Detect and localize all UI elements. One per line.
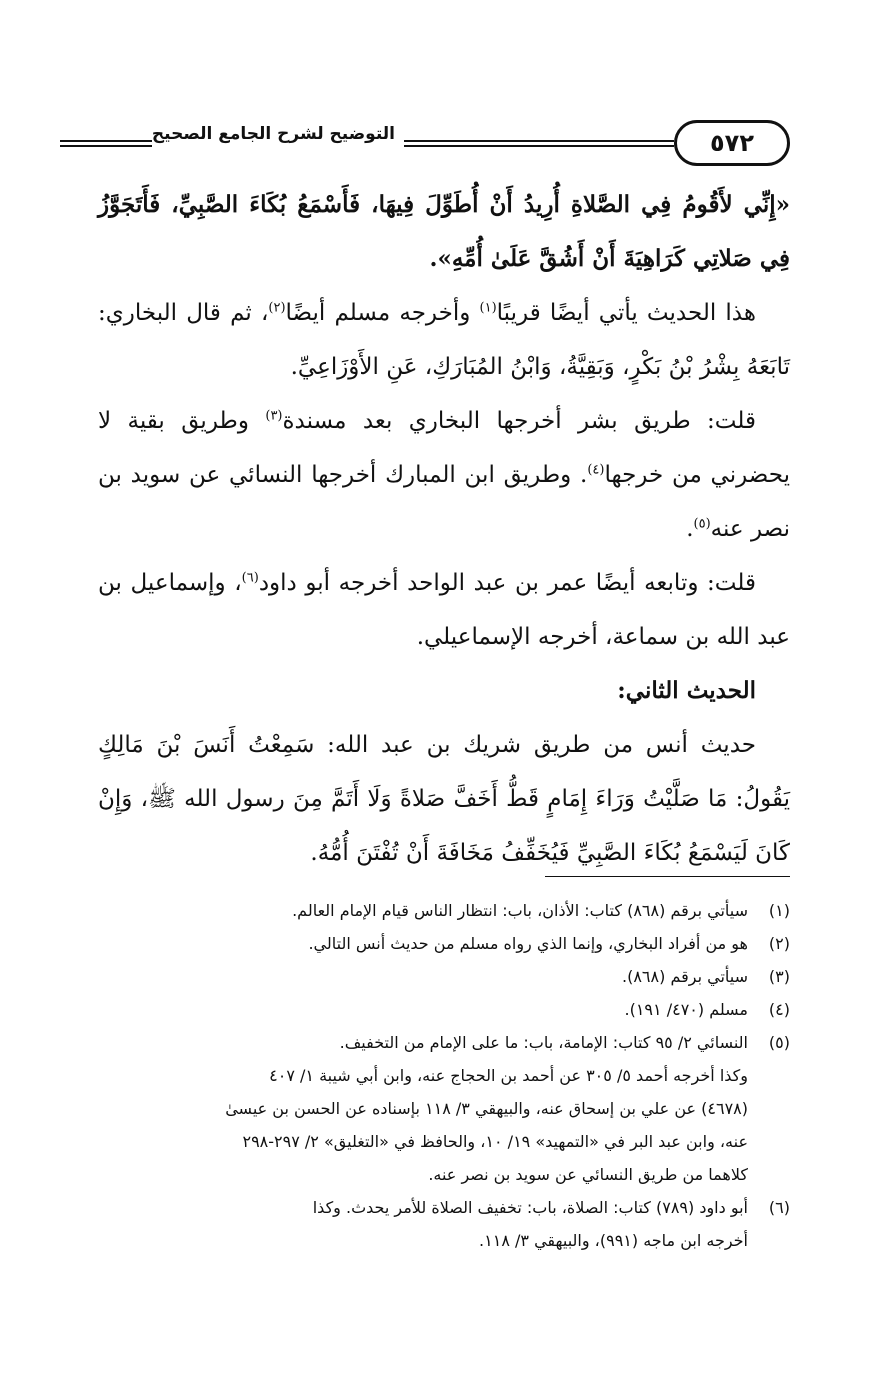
footnote-number: (٥) bbox=[768, 1033, 790, 1052]
footnote-ref-2[interactable]: (٢) bbox=[268, 300, 286, 316]
footnote-text bbox=[98, 894, 748, 927]
footnote-line: كلاهما من طريق النسائي عن سويد بن نصر عنه. bbox=[428, 1165, 748, 1184]
p1-text-c: ، ثم قال البخاري: تَابَعَهُ بِشْرُ بْنُ بَكْرٍ، وَبَقِيَّةُ، وَابْنُ المُبَارَكِ، عَنِ الأَوْزَاعِيِّ. bbox=[98, 300, 790, 380]
footnote-ref-5[interactable]: (٥) bbox=[693, 516, 711, 532]
footnote-line: أبو داود (٧٨٩) كتاب: الصلاة، باب: تخفيف الصلاة للأمر يحدث. وكذا bbox=[312, 1198, 748, 1217]
paragraph-2 bbox=[98, 394, 790, 556]
footnote-text bbox=[98, 927, 748, 960]
footnote-line: عنه، وابن عبد البر في «التمهيد» ١٩/ ١٠، والحافظ في «التغليق» ٢/ ٢٩٧-٢٩٨ bbox=[242, 1132, 748, 1151]
paragraph-3 bbox=[98, 556, 790, 664]
footnote-text bbox=[98, 960, 748, 993]
footnote-text bbox=[98, 1191, 748, 1257]
footnote bbox=[98, 927, 790, 960]
footnote-number: (٣) bbox=[768, 967, 790, 986]
footnote-line: سيأتي برقم (٨٦٨) كتاب: الأذان، باب: انتظار الناس قيام الإمام العالم. bbox=[292, 901, 748, 920]
footnote-number: (٢) bbox=[768, 934, 790, 953]
paragraph-1 bbox=[98, 286, 790, 394]
p2-text-c: . وطريق ابن المبارك أخرجها النسائي عن سويد بن نصر عنه bbox=[98, 462, 790, 542]
section-heading-text: الحديث الثاني: bbox=[617, 677, 756, 704]
footnote-ref-3[interactable]: (٣) bbox=[265, 408, 283, 424]
footnote-line: أخرجه ابن ماجه (٩٩١)، والبيهقي ٣/ ١١٨. bbox=[479, 1231, 748, 1250]
footnote-ref-1[interactable]: (١) bbox=[479, 300, 497, 316]
p2-text-a: قلت: طريق بشر أخرجها البخاري بعد مسندة bbox=[282, 408, 757, 434]
p2-text-d: . bbox=[686, 516, 694, 542]
main-text bbox=[98, 178, 790, 880]
running-title: التوضيح لشرح الجامع الصحيح bbox=[151, 124, 395, 144]
p2-text-b: وطريق بقية لا يحضرني من خرجها bbox=[98, 408, 790, 488]
header-rule-right bbox=[404, 140, 674, 147]
footnote bbox=[98, 960, 790, 993]
p1-text-b: وأخرجه مسلم أيضًا bbox=[285, 300, 480, 326]
page-number-badge: ٥٧٢ bbox=[674, 120, 790, 166]
footnote-ref-4[interactable]: (٤) bbox=[587, 462, 605, 478]
footnote-line: هو من أفراد البخاري، وإنما الذي رواه مسلم من حديث أنس التالي. bbox=[308, 934, 748, 953]
footnote bbox=[98, 993, 790, 1026]
section-heading bbox=[98, 664, 790, 718]
footnote-line: سيأتي برقم (٨٦٨). bbox=[622, 967, 748, 986]
footnote bbox=[98, 894, 790, 927]
hadith-quote: «إِنِّي لأَقُومُ فِي الصَّلاةِ أُرِيدُ أَنْ أُطَوِّلَ فِيهَا، فَأَسْمَعُ بُكَاءَ الصَّبِيِّ، فَأَتَجَوَّزُ فِي صَلاتِي كَرَاهِيَةَ أَنْ أَشُقَّ عَلَىٰ أُمِّهِ». bbox=[98, 191, 790, 272]
p1-text-a: هذا الحديث يأتي أيضًا قريبًا bbox=[496, 300, 756, 326]
p3-text-a: قلت: وتابعه أيضًا عمر بن عبد الواحد أخرجه أبو داود bbox=[258, 570, 756, 596]
footnote-text bbox=[98, 993, 748, 1026]
page-header bbox=[60, 118, 790, 168]
footnote-line: وكذا أخرجه أحمد ٥/ ٣٠٥ عن أحمد بن الحجاج عنه، وابن أبي شيبة ١/ ٤٠٧ bbox=[269, 1066, 748, 1085]
footnote-ref-6[interactable]: (٦) bbox=[241, 570, 259, 586]
footnote-line: النسائي ٢/ ٩٥ كتاب: الإمامة، باب: ما على الإمام من التخفيف. bbox=[339, 1033, 748, 1052]
footnote-number: (٤) bbox=[768, 1000, 790, 1019]
footnote-number: (١) bbox=[768, 901, 790, 920]
paragraph-4 bbox=[98, 718, 790, 880]
footnote-line: مسلم (٤٧٠/ ١٩١). bbox=[624, 1000, 748, 1019]
footnotes bbox=[98, 894, 790, 1257]
header-rule-left bbox=[60, 140, 152, 147]
footnote-text bbox=[98, 1026, 748, 1191]
footnote-separator bbox=[545, 876, 790, 877]
footnote bbox=[98, 1026, 790, 1191]
footnote-number: (٦) bbox=[768, 1198, 790, 1217]
p3-text-b: ، وإسماعيل بن عبد الله بن سماعة، أخرجه الإسماعيلي. bbox=[98, 570, 790, 650]
p4-text: حديث أنس من طريق شريك بن عبد الله: سَمِعْتُ أَنَسَ بْنَ مَالِكٍ يَقُولُ: مَا صَلَّيْتُ وَرَاءَ إِمَامٍ قَطُّ أَخَفَّ صَلاةً وَلَا أَتَمَّ مِنَ رسول الله ﷺ، وَإِنْ كَانَ لَيَسْمَعُ بُكَاءَ الصَّبِيِّ فَيُخَفِّفُ مَخَافَةَ أَنْ تُفْتَنَ أُمُّهُ. bbox=[98, 732, 790, 866]
footnote-line: (٤٦٧٨) عن علي بن إسحاق عنه، والبيهقي ٣/ ١١٨ بإسناده عن الحسن بن عيسىٰ bbox=[225, 1099, 748, 1118]
footnote bbox=[98, 1191, 790, 1257]
